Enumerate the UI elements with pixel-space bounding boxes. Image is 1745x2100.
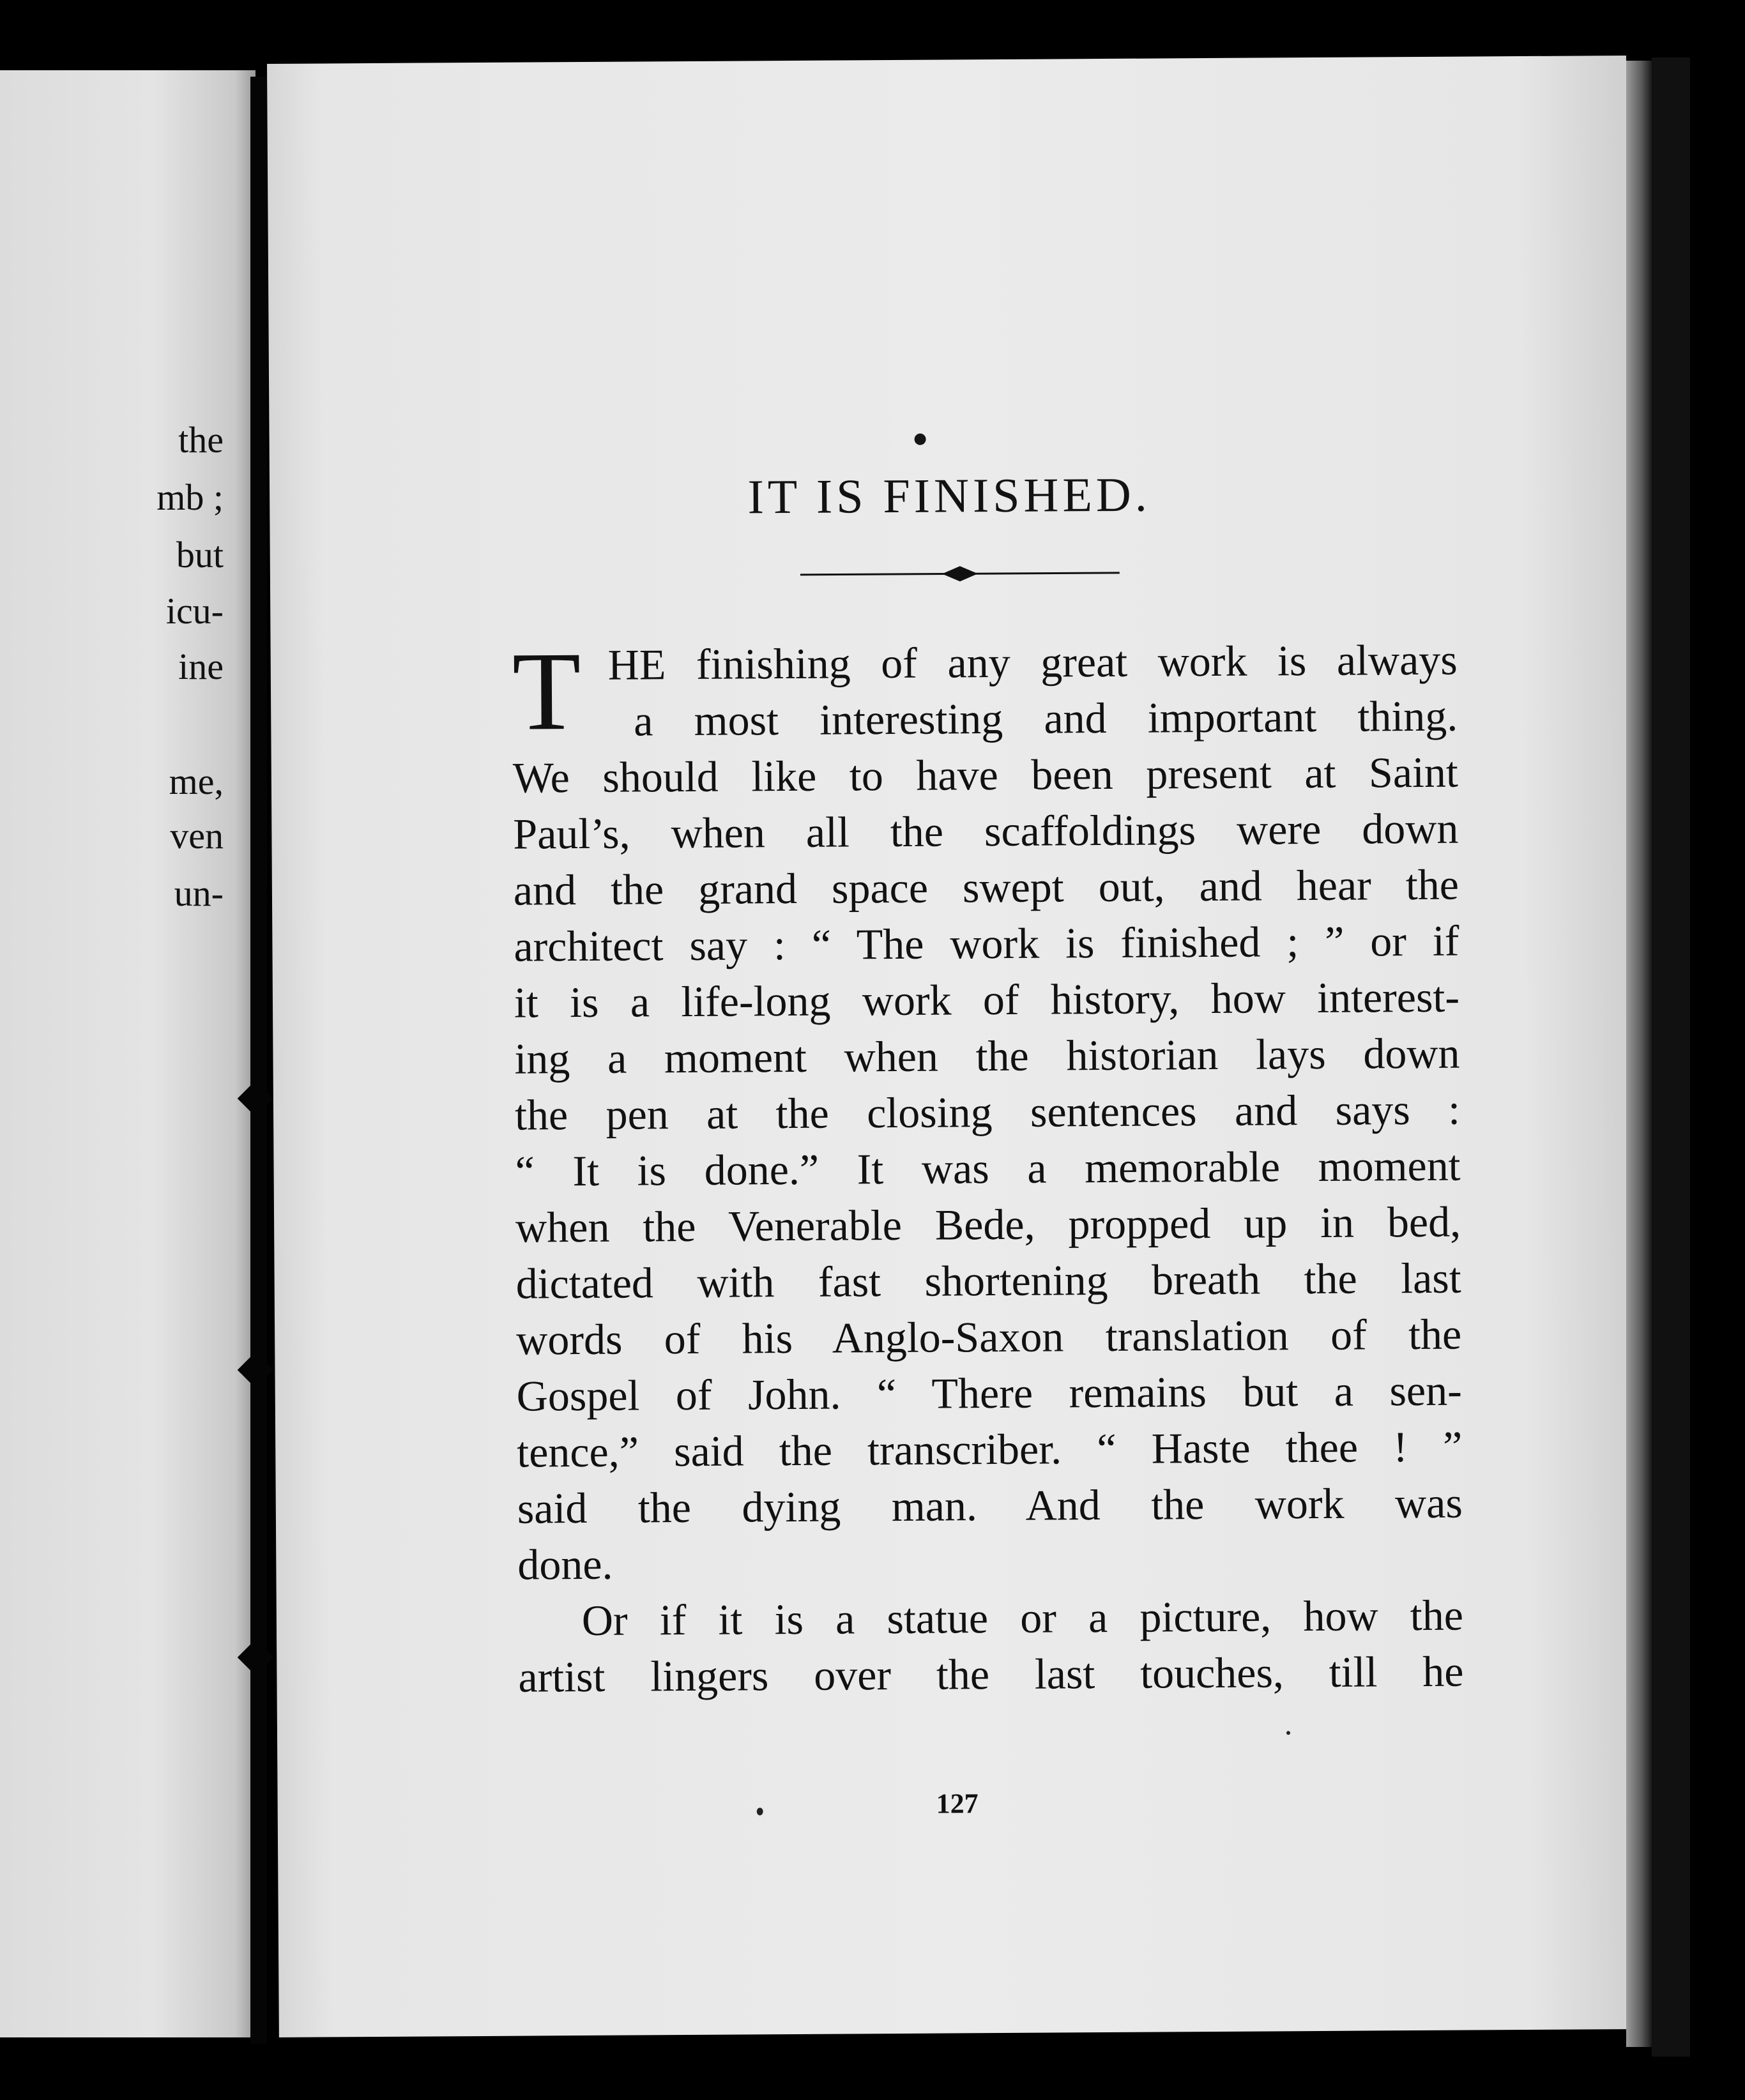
left-page-fragment: un- <box>174 872 224 914</box>
left-page-fragment: ine <box>178 646 224 687</box>
body-line: “ It is done.” It was a memorable moment <box>515 1141 1461 1196</box>
page-number: 127 <box>936 1788 979 1820</box>
left-page <box>0 70 255 2037</box>
left-page-fragment: me, <box>169 761 224 802</box>
body-line: done. <box>517 1539 613 1589</box>
chapter-title: IT IS FINISHED. <box>747 468 1151 524</box>
page-mark <box>915 434 926 445</box>
paper-speck <box>1286 1731 1290 1735</box>
body-line: a most interesting and important thing. <box>634 691 1458 745</box>
title-rule-ornament <box>800 563 1120 584</box>
body-line: it is a life-long work of history, how interest- <box>514 972 1460 1027</box>
left-page-fragment: but <box>176 534 224 575</box>
body-line: tence,” said the transcriber. “ Haste thee ! ” <box>517 1422 1463 1477</box>
body-line: Or if it is a statue or a picture, how the <box>581 1590 1464 1645</box>
body-line: HE finishing of any great work is always <box>607 635 1458 689</box>
drop-cap: T <box>512 629 582 754</box>
body-line: dictated with fast shortening breath the last <box>515 1253 1461 1308</box>
paper-speck <box>757 1807 763 1815</box>
body-line: words of his Anglo-Saxon translation of the <box>515 1309 1462 1364</box>
body-line: We should like to have been present at Saint <box>512 747 1459 802</box>
body-line: when the Venerable Bede, propped up in bed, <box>515 1197 1461 1252</box>
page-block-edge <box>1626 61 1652 2047</box>
body-text <box>512 629 1464 1705</box>
body-line: the pen at the closing sentences and says : <box>514 1084 1461 1139</box>
body-line: ing a moment when the historian lays down <box>514 1028 1460 1083</box>
left-page-fragment: the <box>178 419 224 460</box>
body-line: architect say : “ The work is finished ; ” or if <box>514 916 1459 971</box>
body-line: artist lingers over the last touches, till he <box>518 1647 1464 1701</box>
body-line: said the dying man. And the work was <box>517 1478 1463 1533</box>
left-page-fragment: mb ; <box>156 476 224 518</box>
book-cover-edge <box>1652 57 1690 2057</box>
book-gutter <box>250 77 267 2044</box>
body-line: and the grand space swept out, and hear the <box>513 860 1459 915</box>
right-page <box>267 56 1638 2037</box>
body-line: Gospel of John. “ There remains but a sen- <box>516 1366 1462 1420</box>
body-line: Paul’s, when all the scaffoldings were down <box>513 803 1459 858</box>
left-page-fragment: ven <box>170 815 224 856</box>
left-page-fragment: icu- <box>165 590 224 632</box>
